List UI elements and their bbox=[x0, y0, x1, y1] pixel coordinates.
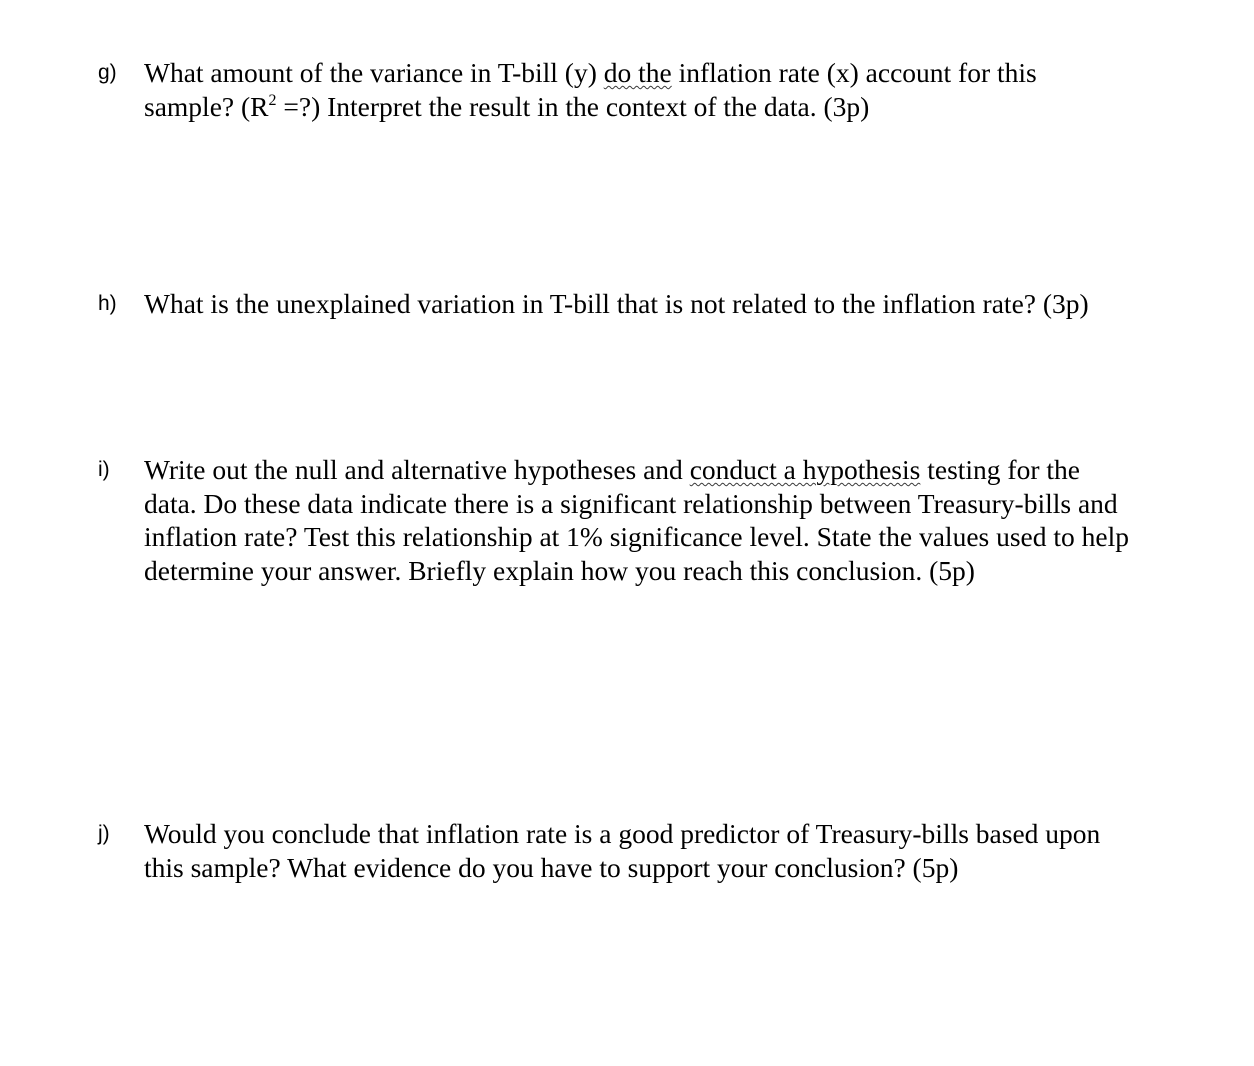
text-segment: testing for the bbox=[920, 454, 1080, 485]
text-segment: What amount of the variance in T-bill (y) bbox=[144, 57, 604, 88]
text-segment: =?) Interpret the result in the context of the data. (3p) bbox=[276, 90, 870, 122]
text-segment: inflation rate (x) account for this bbox=[671, 57, 1037, 88]
question-line: determine your answer. Briefly explain how you reach this conclusion. (5p) bbox=[144, 554, 975, 586]
question-text bbox=[144, 56, 1214, 123]
question-text bbox=[144, 453, 1214, 587]
text-segment: sample? (R bbox=[144, 90, 269, 122]
question-marker: j) bbox=[98, 822, 110, 845]
question-text bbox=[144, 817, 1214, 884]
grammar-flagged-text: do the bbox=[603, 57, 672, 88]
grammar-flagged-text: conduct a hypothesis bbox=[689, 454, 921, 485]
text-segment: Write out the null and alternative hypotheses and bbox=[144, 454, 690, 485]
question-line: inflation rate? Test this relationship at 1% significance level. State the values used to help bbox=[144, 521, 1129, 552]
question-text bbox=[144, 287, 1214, 321]
superscript: 2 bbox=[268, 91, 277, 109]
question-line: What is the unexplained variation in T-bill that is not related to the inflation rate? (3p) bbox=[144, 288, 1089, 319]
question-marker: h) bbox=[98, 292, 117, 315]
question-line: data. Do these data indicate there is a significant relationship between Treasury-bills and bbox=[144, 487, 1118, 519]
question-line bbox=[144, 90, 1214, 124]
question-marker: i) bbox=[98, 458, 110, 481]
question-marker: g) bbox=[98, 61, 117, 84]
question-line bbox=[144, 453, 1214, 487]
question-line: Would you conclude that inflation rate is a good predictor of Treasury-bills based upon bbox=[144, 818, 1101, 849]
question-line bbox=[144, 56, 1214, 90]
question-line: this sample? What evidence do you have to support your conclusion? (5p) bbox=[144, 851, 959, 883]
